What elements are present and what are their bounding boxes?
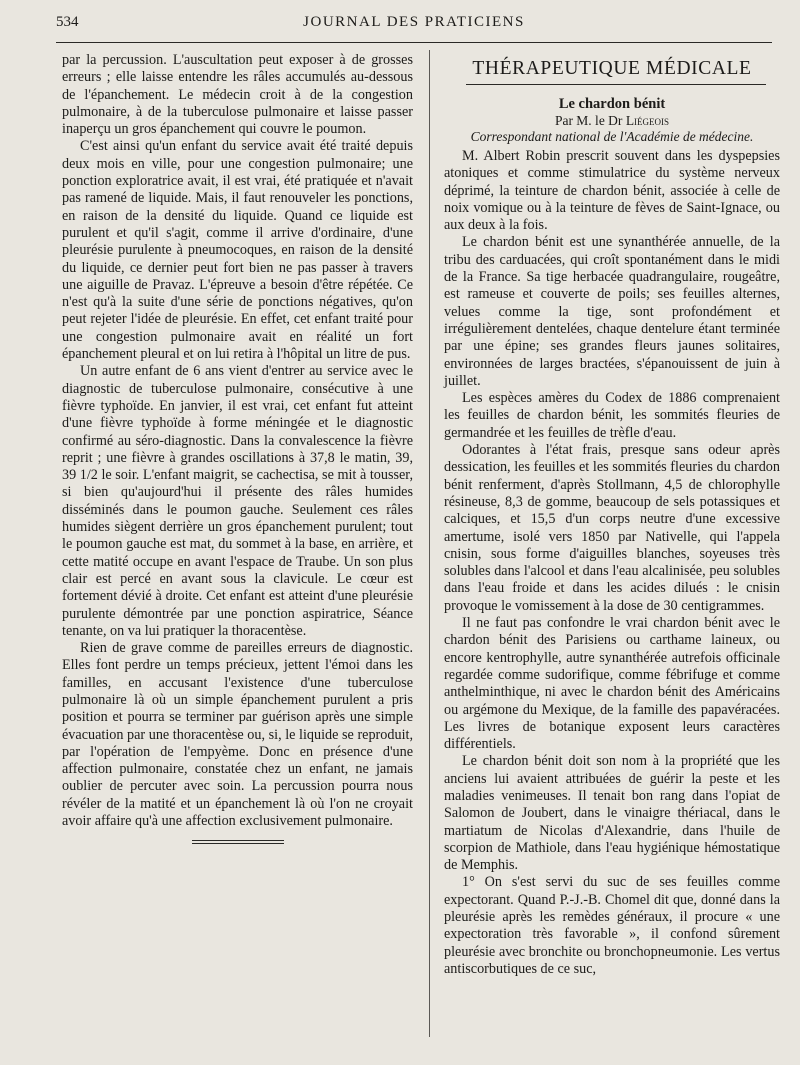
article-byline [444, 113, 780, 129]
page-header [56, 14, 772, 36]
article-title: Le chardon bénit [558, 96, 666, 112]
right-paragraph-5: Il ne faut pas confondre le vrai chardon bénit avec le chardon bénit des Parisiens ou carthame laineux, ou encore kentrophylle, autre synanthérée autrefois officinale regardée comme sudorifique, comme fébrifuge et comme anthelminthique, ni avec le chardon bénit des Américains ou argémone du Mexique, de la famille des papavéracées. Les livres de botanique exposent leurs caractères différentiels. [444, 615, 780, 753]
left-paragraph-4: Rien de grave comme de pareilles erreurs de diagnostic. Elles font perdre un temps précieux, jettent l'émoi dans les familles, en accusant l'existence d'une tuberculose pulmonaire là où un simple épanchement purulent a pris position et pourra se terminer par guérison après une simple évacuation par une thoracentèse ou, si, le liquide se reproduit, par l'opération de l'empyème. Donc en présence d'une affection pulmonaire, constatée chez un enfant, ne jamais oublier de percuter avec soin. La percussion pourra nous révéler de la matité et un épanchement là où l'on ne croyait avoir affaire qu'à une affection exclusivement pulmonaire. [62, 640, 413, 830]
right-paragraph-1: M. Albert Robin prescrit souvent dans les dyspepsies atoniques et comme stimulatrice du système nerveux déprimé, la teinture de chardon bénit, associée à celle de noix vomique ou à la teinture de fèves de Saint-Ignace, ou aux deux à la fois. [444, 148, 780, 234]
left-paragraph-2: C'est ainsi qu'un enfant du service avait été traité depuis deux mois en ville, pour une congestion pulmonaire; une ponction exploratrice avait, il est vrai, été pratiquée et n'avait pas ramené de liquide. Mais, il faut renouveler les ponctions, en raison de la densité du liquide. Quand ce liquide est purulent et qu'il s'agit, comme il arrive d'ordinaire, d'une pleurésie purulente à pneumocoques, en raison de la densité du liquide, ce dernier peut fort bien ne pas passer à travers une aiguille de Pravaz. L'épreuve a besoin d'être répétée. Ce n'est qu'à la suite d'une série de ponctions négatives, qu'on peut rejeter l'idée de pleurésie. En effet, cet enfant traité pour une congestion pulmonaire avait en réalité un fort épanchement pleural et on lui retira à l'hôpital un litre de pus. [62, 138, 413, 363]
left-paragraph-1: par la percussion. L'auscultation peut exposer à de grosses erreurs ; elle laisse entendre les râles accumulés au-dessous de l'épanchement. Le médecin croit à de la congestion pulmonaire, à de la tuberculose pulmonaire et laisse passer inaperçu un gros épanchement qui couvre le poumon. [62, 52, 413, 138]
column-divider [429, 50, 430, 1037]
header-rule [56, 42, 772, 43]
article-end-rule [192, 840, 284, 844]
right-paragraph-7: 1° On s'est servi du suc de ses feuilles comme expectorant. Quand P.-J.-B. Chomel dit que, donné dans la pleurésie après les remèdes généraux, il procure « une expectoration très favorable », il confond sûrement pleurésie avec bronchite ou bronchopneumonie. Les vertus antiscorbutiques de ce suc, [444, 874, 780, 977]
right-paragraph-2: Le chardon bénit est une synanthérée annuelle, de la tribu des carduacées, qui croît spontanément dans le midi de la France. Sa tige herbacée quadrangulaire, rougeâtre, est rameuse et couverte de poils; ses feuilles alternes, velues comme la tige, sont profondément et irrégulièrement dentelées, chaque dentelure étant terminée par une épine; ses grandes fleurs jaunes solitaires, environnées de larges bractées, s'épanouissent de juin à juillet. [444, 234, 780, 389]
right-paragraph-3: Les espèces amères du Codex de 1886 comprenaient les feuilles de chardon bénit, les sommités fleuries de germandrée et les feuilles de trèfle d'eau. [444, 390, 780, 441]
author-affiliation: Correspondant national de l'Académie de médecine. [470, 129, 754, 144]
left-paragraph-3: Un autre enfant de 6 ans vient d'entrer au service avec le diagnostic de tuberculose pulmonaire, consécutive à une fièvre typhoïde. En janvier, il est vrai, cet enfant fut atteint d'une fièvre typhoïde à forme méningée et le diagnostic confirmé au séro-diagnostic. Dans la convalescence la fièvre reprit ; une fièvre à grandes oscillations à 37,8 le matin, 39, 39 1/2 le soir. L'enfant maigrit, se cachectisa, se mit à tousser, si bien qu'aujourd'hui il présente des râles humides disséminés dans le poumon gauche. Seulement ces râles humides siègent derrière un gros épanchement purulent; tout le poumon gauche est mat, du sommet à la base, en arrière, et cette matité occupe en avant l'espace de Traube. Un son plus clair est percé en avant sous la clavicule. Le cœur est fortement dévié à droite. Cet enfant est atteint d'une pleurésie purulente démontrée par une ponction aspiratrice, Séance tenante, on va lui pratiquer la thoracentèse. [62, 363, 413, 639]
right-column [444, 52, 780, 978]
byline-prefix: Par M. le Dr [554, 113, 626, 128]
journal-title: JOURNAL DES PRATICIENS [303, 14, 525, 30]
right-paragraph-4: Odorantes à l'état frais, presque sans odeur après dessication, les feuilles et les sommités fleuries du chardon bénit renferment, d'après Stollmann, 4,5 de chlorophylle résineuse, 8,3 de gomme, beaucoup de sels potassiques et calciques, et 15,5 d'un corps neutre d'une excessive amertume, isolé vers 1850 par Nativelle, qui l'appela cnisin, sous forme d'aiguilles blanches, soyeuses très solubles dans l'alcool et dans l'eau alcalinisée, peu solubles dans l'eau froide et dans les acides dilués : le cnisin provoque le vomissement à la dose de 30 centigrammes. [444, 442, 780, 614]
page-number: 534 [56, 14, 79, 30]
section-title: THÉRAPEUTIQUE MÉDICALE [472, 58, 752, 79]
left-column [62, 52, 413, 844]
byline-author: Liégeois [625, 113, 670, 128]
right-paragraph-6: Le chardon bénit doit son nom à la propriété que les anciens lui avaient attribuées de guérir la peste et les maladies venimeuses. Il tenait bon rang dans l'opiat de Salomon de Joubert, dans le vinaigre thériacal, dans le martiatum de Nicolas d'Alexandrie, dans l'huile de scorpion de Mathiole, dans l'eau hygiénique hémostatique de Memphis. [444, 753, 780, 874]
section-title-rule [466, 84, 766, 85]
